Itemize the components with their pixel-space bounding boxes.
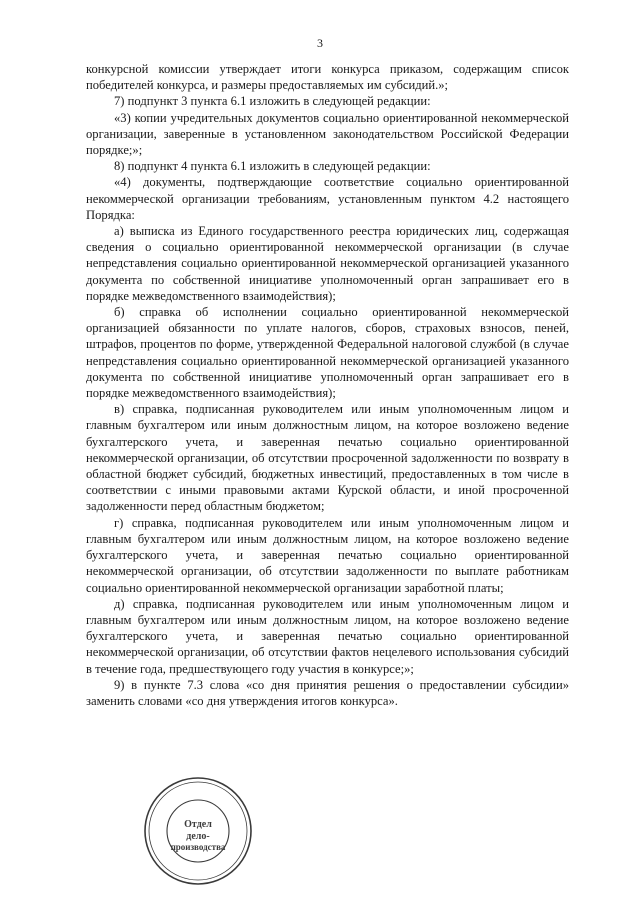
paragraph: д) справка, подписанная руководителем или иным уполномоченным лицом и главным бухгалтером или иным должностным лицом, на которое возложено ведение бухгалтерского учета, и заверенная печатью социально ориентированной некоммерческой организации, об отсутствии фактов нецелевого использования субсидий в течение года, предшествующего году участия в конкурсе;»; — [86, 596, 569, 676]
paragraph: г) справка, подписанная руководителем или иным уполномоченным лицом и главным бухгалтером или иным должностным лицом, на которое возложено ведение бухгалтерского учета, и заверенная печатью социально ориентированной некоммерческой организации, об отсутствии задолженности по выплате работникам социально ориентированной некоммерческой организации заработной платы; — [86, 515, 569, 595]
paragraph: 9) в пункте 7.3 слова «со дня принятия решения о предоставлении субсидии» заменить словами «со дня утверждения итогов конкурса». — [86, 677, 569, 708]
paragraph: 7) подпункт 3 пункта 6.1 изложить в следующей редакции: — [114, 94, 431, 109]
stamp-line-1: Отдел — [184, 819, 212, 830]
paragraph: «3) копии учредительных документов социально ориентированной некоммерческой организации, заверенные в установленном законодательством Российской Федерации порядке;»; — [86, 110, 569, 158]
paragraph: а) выписка из Единого государственного реестра юридических лиц, содержащая сведения о социально ориентированной некоммерческой организации (в случае непредставления социально ориентированной некоммерческой организацией указанного документа по собственной инициативе уполномоченный орган запрашивает его в порядке межведомственного взаимодействия); — [86, 224, 569, 303]
stamp-seal-icon — [142, 775, 254, 887]
paragraph: 8) подпункт 4 пункта 6.1 изложить в следующей редакции: — [114, 159, 431, 174]
document-body — [86, 61, 569, 709]
paragraph: «4) документы, подтверждающие соответствие социально ориентированной некоммерческой организации требованиям, установленным пунктом 4.2 настоящего Порядка: — [86, 175, 569, 222]
stamp-line-3: производства — [170, 842, 226, 852]
paragraph: в) справка, подписанная руководителем или иным уполномоченным лицом и главным бухгалтером или иным должностным лицом, на которое возложено ведение бухгалтерского учета, и заверенная печатью социально ориентированной некоммерческой организации, об отсутствии просроченной задолженности по возврату в областной бюджет субсидий, бюджетных инвестиций, предоставленных в том числе в соответствии с иными правовыми актами Курской области, и иной просроченной задолженности перед областным бюджетом; — [86, 402, 569, 514]
page-number: 3 — [317, 36, 323, 50]
paragraph: б) справка об исполнении социально ориентированной некоммерческой организацией обязанности по уплате налогов, сборов, страховых взносов, пеней, штрафов, процентов по форме, утвержденной Федеральной налоговой службой (в случае непредставления социально ориентированной некоммерческой организацией указанного документа по собственной инициативе уполномоченный орган запрашивает его в порядке межведомственного взаимодействия); — [86, 305, 569, 401]
office-stamp — [142, 775, 254, 887]
stamp-line-2: дело- — [186, 831, 210, 842]
paragraph: конкурсной комиссии утверждает итоги конкурса приказом, содержащим список победителей конкурса, и размеры предоставляемых им субсидий.»; — [86, 62, 569, 93]
